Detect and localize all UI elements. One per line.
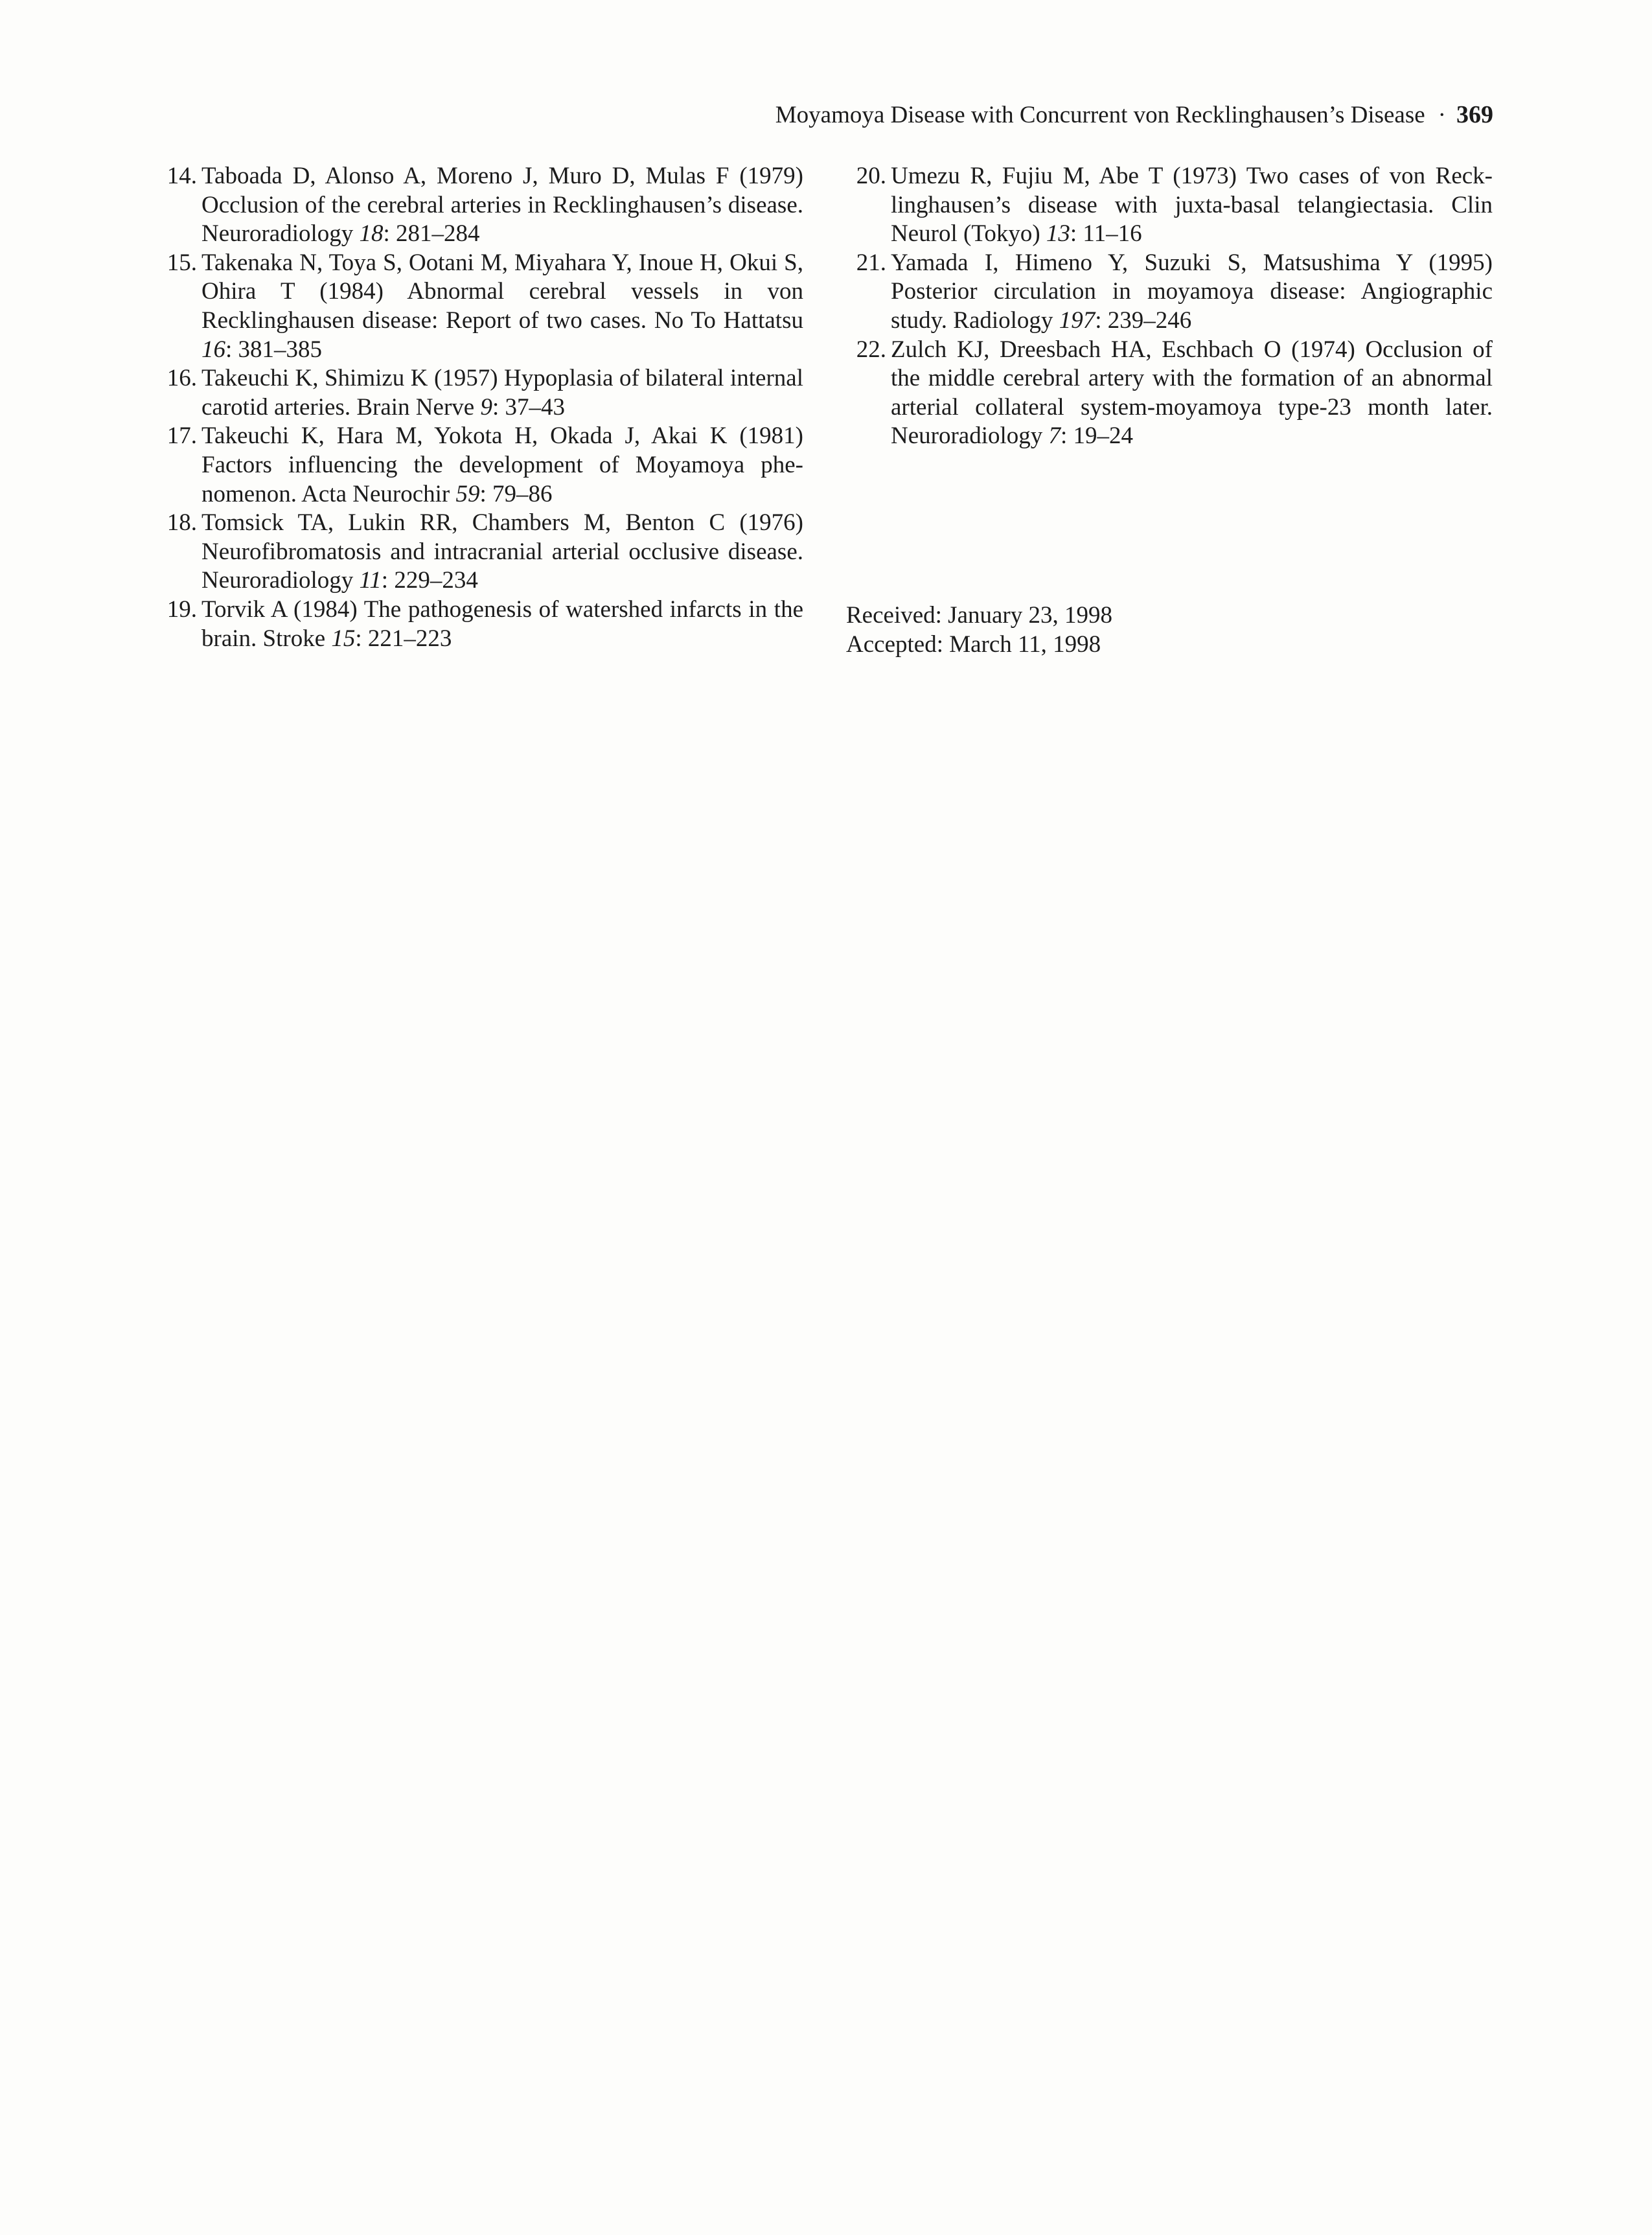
reference-item-17 (162, 422, 803, 509)
reference-number: 16 . (162, 364, 197, 393)
reference-number: 17 . (162, 422, 197, 451)
reference-text: Tomsick TA, Lukin RR, Chambers M, Benton C (1976) Neurofibromatosis and intracranial arterial occlusive disease. Neuroradiology 11: 229–234 (201, 509, 803, 594)
reference-number: 21 . (851, 249, 886, 278)
reference-item-19 (162, 596, 803, 653)
reference-text: Takenaka N, Toya S, Ootani M, Miyahara Y, Inoue H, Okui S, Ohira T (1984) Abnormal cerebral vessels in von Recklinghausen disease: Report of two cases. No To Hattatsu 16: 381–385 (201, 249, 803, 363)
reference-text: Umezu R, Fujiu M, Abe T (1973) Two cases of von Recklinghausen’s disease with juxta-basal telangiectasia. Clin Neurol (Tokyo) 13: 11–16 (891, 163, 1493, 248)
reference-number: 18 . (162, 509, 197, 538)
reference-text: Takeuchi K, Shimizu K (1957) Hypoplasia of bilateral internal carotid arteries. Brain Nerve 9: 37–43 (201, 365, 803, 421)
reference-text: Taboada D, Alonso A, Moreno J, Muro D, Mulas F (1979) Occlusion of the cerebral arteries in Recklinghausen’s disease. Neuroradiology 18: 281–284 (201, 163, 803, 248)
received-date: Received: January 23, 1998 (846, 602, 1112, 629)
reference-number: 14 . (162, 162, 197, 191)
running-head-separator: · (1438, 102, 1446, 128)
reference-number: 15 . (162, 249, 197, 278)
reference-number: 19 . (162, 596, 197, 625)
running-head (775, 97, 1493, 133)
reference-item-15 (162, 249, 803, 364)
reference-volume: 59 (455, 480, 480, 507)
article-dates (846, 601, 1112, 659)
reference-number: 22 . (851, 336, 886, 365)
accepted-date: Accepted: March 11, 1998 (846, 631, 1101, 658)
reference-volume: 16 (201, 336, 225, 363)
references-column-left (162, 162, 803, 653)
reference-item-18 (162, 509, 803, 596)
reference-text: Zulch KJ, Dreesbach HA, Eschbach O (1974) Occlusion of the middle cerebral artery with the formation of an abnormal arterial collateral system-moyamoya type-23 month later. Neuroradiology 7: 19–24 (891, 336, 1493, 450)
references-column-right (851, 162, 1493, 451)
reference-item-16 (162, 364, 803, 422)
page-number: 369 (1456, 101, 1493, 128)
reference-volume: 18 (359, 220, 384, 248)
reference-item-14 (162, 162, 803, 249)
reference-volume: 15 (331, 625, 356, 652)
reference-text: Torvik A (1984) The pathogenesis of watershed infarcts in the brain. Stroke 15: 221–223 (201, 596, 803, 652)
reference-number: 20 . (851, 162, 886, 191)
reference-text: Yamada I, Himeno Y, Suzuki S, Matsushima Y (1995) Posterior circulation in moyamoya disease: Angiographic study. Radiology 197: 239–246 (891, 249, 1493, 334)
reference-volume: 197 (1059, 307, 1096, 334)
reference-text: Takeuchi K, Hara M, Yokota H, Okada J, Akai K (1981) Factors influencing the development of Moyamoya phenomenon. Acta Neurochir 59: 79–86 (201, 423, 803, 507)
reference-item-20 (851, 162, 1493, 249)
running-head-title: Moyamoya Disease with Concurrent von Recklinghausen’s Disease (775, 102, 1425, 128)
reference-volume: 7 (1048, 423, 1061, 450)
reference-volume: 9 (480, 393, 492, 421)
reference-volume: 11 (359, 567, 382, 594)
reference-item-22 (851, 336, 1493, 451)
reference-volume: 13 (1046, 220, 1070, 248)
reference-item-21 (851, 249, 1493, 336)
